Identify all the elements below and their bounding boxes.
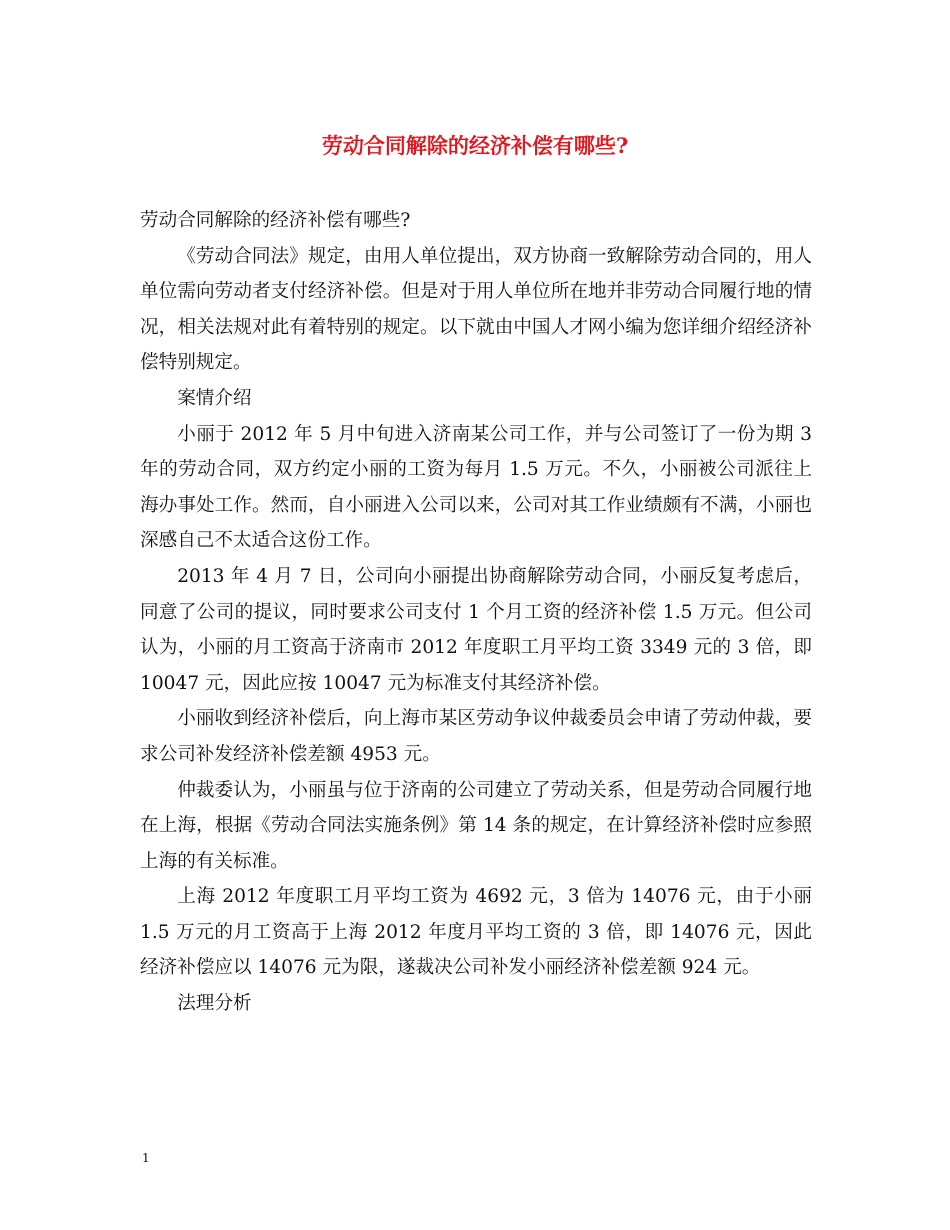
section-heading-legal-analysis: 法理分析 (177, 993, 252, 1015)
paragraph-arbitration-claim: 小丽收到经济补偿后，向上海市某区劳动争议仲裁委员会申请了劳动仲裁，要求公司补发经济补偿差额 4953 元。 (140, 708, 812, 765)
section-heading-case: 案情介绍 (177, 387, 252, 409)
page-number: 1 (142, 1151, 150, 1165)
paragraph-arbitration-reasoning: 仲裁委认为，小丽虽与位于济南的公司建立了劳动关系，但是劳动合同履行地在上海，根据《劳动合同法实施条例》第 14 条的规定，在计算经济补偿时应参照上海的有关标准。 (140, 779, 812, 872)
paragraph-heading-question: 劳动合同解除的经济补偿有哪些? (140, 210, 411, 231)
document-title: 劳动合同解除的经济补偿有哪些? (321, 133, 629, 158)
paragraph-arbitration-ruling: 上海 2012 年度职工月平均工资为 4692 元，3 倍为 14076 元，由于小丽 1.5 万元的月工资高于上海 2012 年度月平均工资的 3 倍，即 14076 元，因此经济补偿应以 14076 元为限，遂裁决公司补发小丽经济补偿差额 924 元。 (140, 886, 812, 979)
paragraph-intro: 《劳动合同法》规定，由用人单位提出，双方协商一致解除劳动合同的，用人单位需向劳动者支付经济补偿。但是对于用人单位所在地并非劳动合同履行地的情况，相关法规对此有着特别的规定。以下就由中国人才网小编为您详细介绍经济补偿特别规定。 (140, 245, 812, 374)
paragraph-case-background: 小丽于 2012 年 5 月中旬进入济南某公司工作，并与公司签订了一份为期 3 年的劳动合同，双方约定小丽的工资为每月 1.5 万元。不久，小丽被公司派往上海办事处工作。然而，自小丽进入公司以来，公司对其工作业绩颇有不满，小丽也深感自己不太适合这份工作。 (140, 423, 812, 552)
document-body (140, 203, 812, 1022)
paragraph-case-termination: 2013 年 4 月 7 日，公司向小丽提出协商解除劳动合同，小丽反复考虑后，同意了公司的提议，同时要求公司支付 1 个月工资的经济补偿 1.5 万元。但公司认为，小丽的月工资高于济南市 2012 年度职工月平均工资 3349 元的 3 倍，即 10047 元，因此应按 10047 元为标准支付其经济补偿。 (140, 565, 812, 694)
